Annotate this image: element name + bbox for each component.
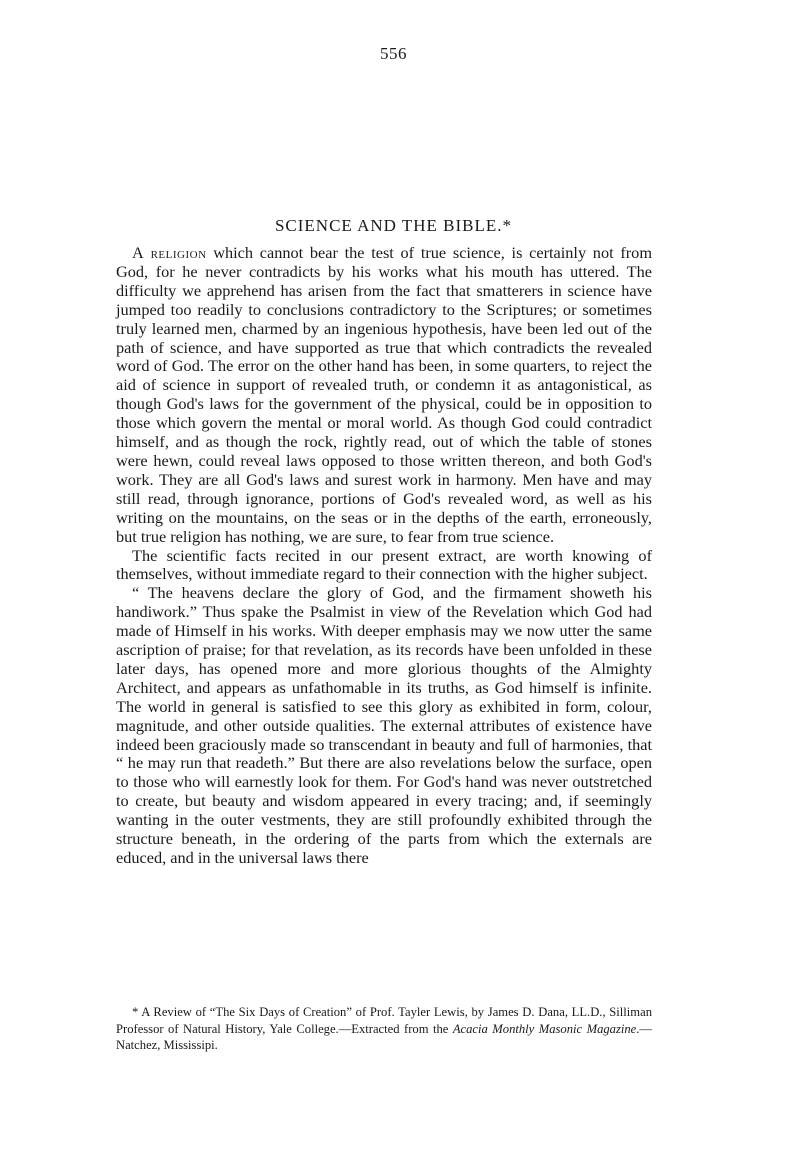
footnote-text-after: .—Natchez, Mississipi. <box>116 1021 653 1052</box>
article-title: SCIENCE AND THE BIBLE.* <box>274 216 513 235</box>
footnote <box>116 1004 652 1054</box>
paragraph-text: The scientific facts recited in our present extract, are worth knowing of themselves, without immediate regard to their connection with the higher subject. <box>116 545 652 584</box>
page-number: 556 <box>380 44 407 63</box>
drop-lead-words: A religion <box>132 243 207 262</box>
article-body <box>116 244 652 868</box>
body-paragraph-1 <box>116 244 652 547</box>
paragraph-text: “ The heavens declare the glory of God, and the firmament showeth his handiwork.” Thus spake the Psalmist in view of the Revelation which God had made of Himself in his works. With deeper emphasis may we now utter the same ascription of praise; for that revelation, as its records have been unfolded in these later days, has opened more and more glorious thoughts of the Almighty Architect, and appears as unfathomable in its truths, as God himself is infinite. The world in general is satisfied to see this glory as exhibited in form, colour, magnitude, and other outside qualities. The external attributes of existence have indeed been graciously made so transcendant in beauty and full of harmonies, that “ he may run that readeth.” But there are also revelations below the surface, open to those who will earnestly look for them. For God's hand was never outstretched to create, but beauty and wisdom appeared in every tracing; and, if seemingly wanting in the outer vestments, they are still profoundly exhibited through the structure beneath, in the ordering of the parts from which the externals are educed, and in the universal laws there <box>116 583 652 867</box>
body-paragraph-3 <box>116 584 652 868</box>
footnote-magazine-title: Acacia Monthly Masonic Magazine <box>452 1021 637 1036</box>
footnote-text-before: * A Review of “The Six Days of Creation” of Prof. Tayler Lewis, by James D. Dana, LL.D., Silliman Professor of Natural History, Yale College.—Extracted from the <box>116 1005 652 1036</box>
footnote-text <box>116 1004 652 1054</box>
paragraph-text: which cannot bear the test of true science, is certainly not from God, for he never contradicts by his works what his mouth has uttered. The difficulty we apprehend has arisen from the fact that smatterers in science have jumped too readily to conclusions contradictory to the Scriptures; or sometimes truly learned men, charmed by an ingenious hypothesis, have been led out of the path of science, and have supported as true that which contradicts the revealed word of God. The error on the other hand has been, in some quarters, to reject the aid of science in support of revealed truth, or condemn it as antagonistical, as though God's laws for the government of the physical, could be in opposition to those which govern the mental or moral world. As though God could contradict himself, and as though the rock, rightly read, out of which the table of stones were hewn, could reveal laws opposed to those written thereon, and both God's work. They are all God's laws and surest work in harmony. Men have and may still read, through ignorance, portions of God's revealed word, as well as his writing on the mountains, on the seas or in the depths of the earth, erroneously, but true religion has nothing, we are sure, to fear from true science. <box>116 243 652 546</box>
body-paragraph-2 <box>116 547 652 585</box>
